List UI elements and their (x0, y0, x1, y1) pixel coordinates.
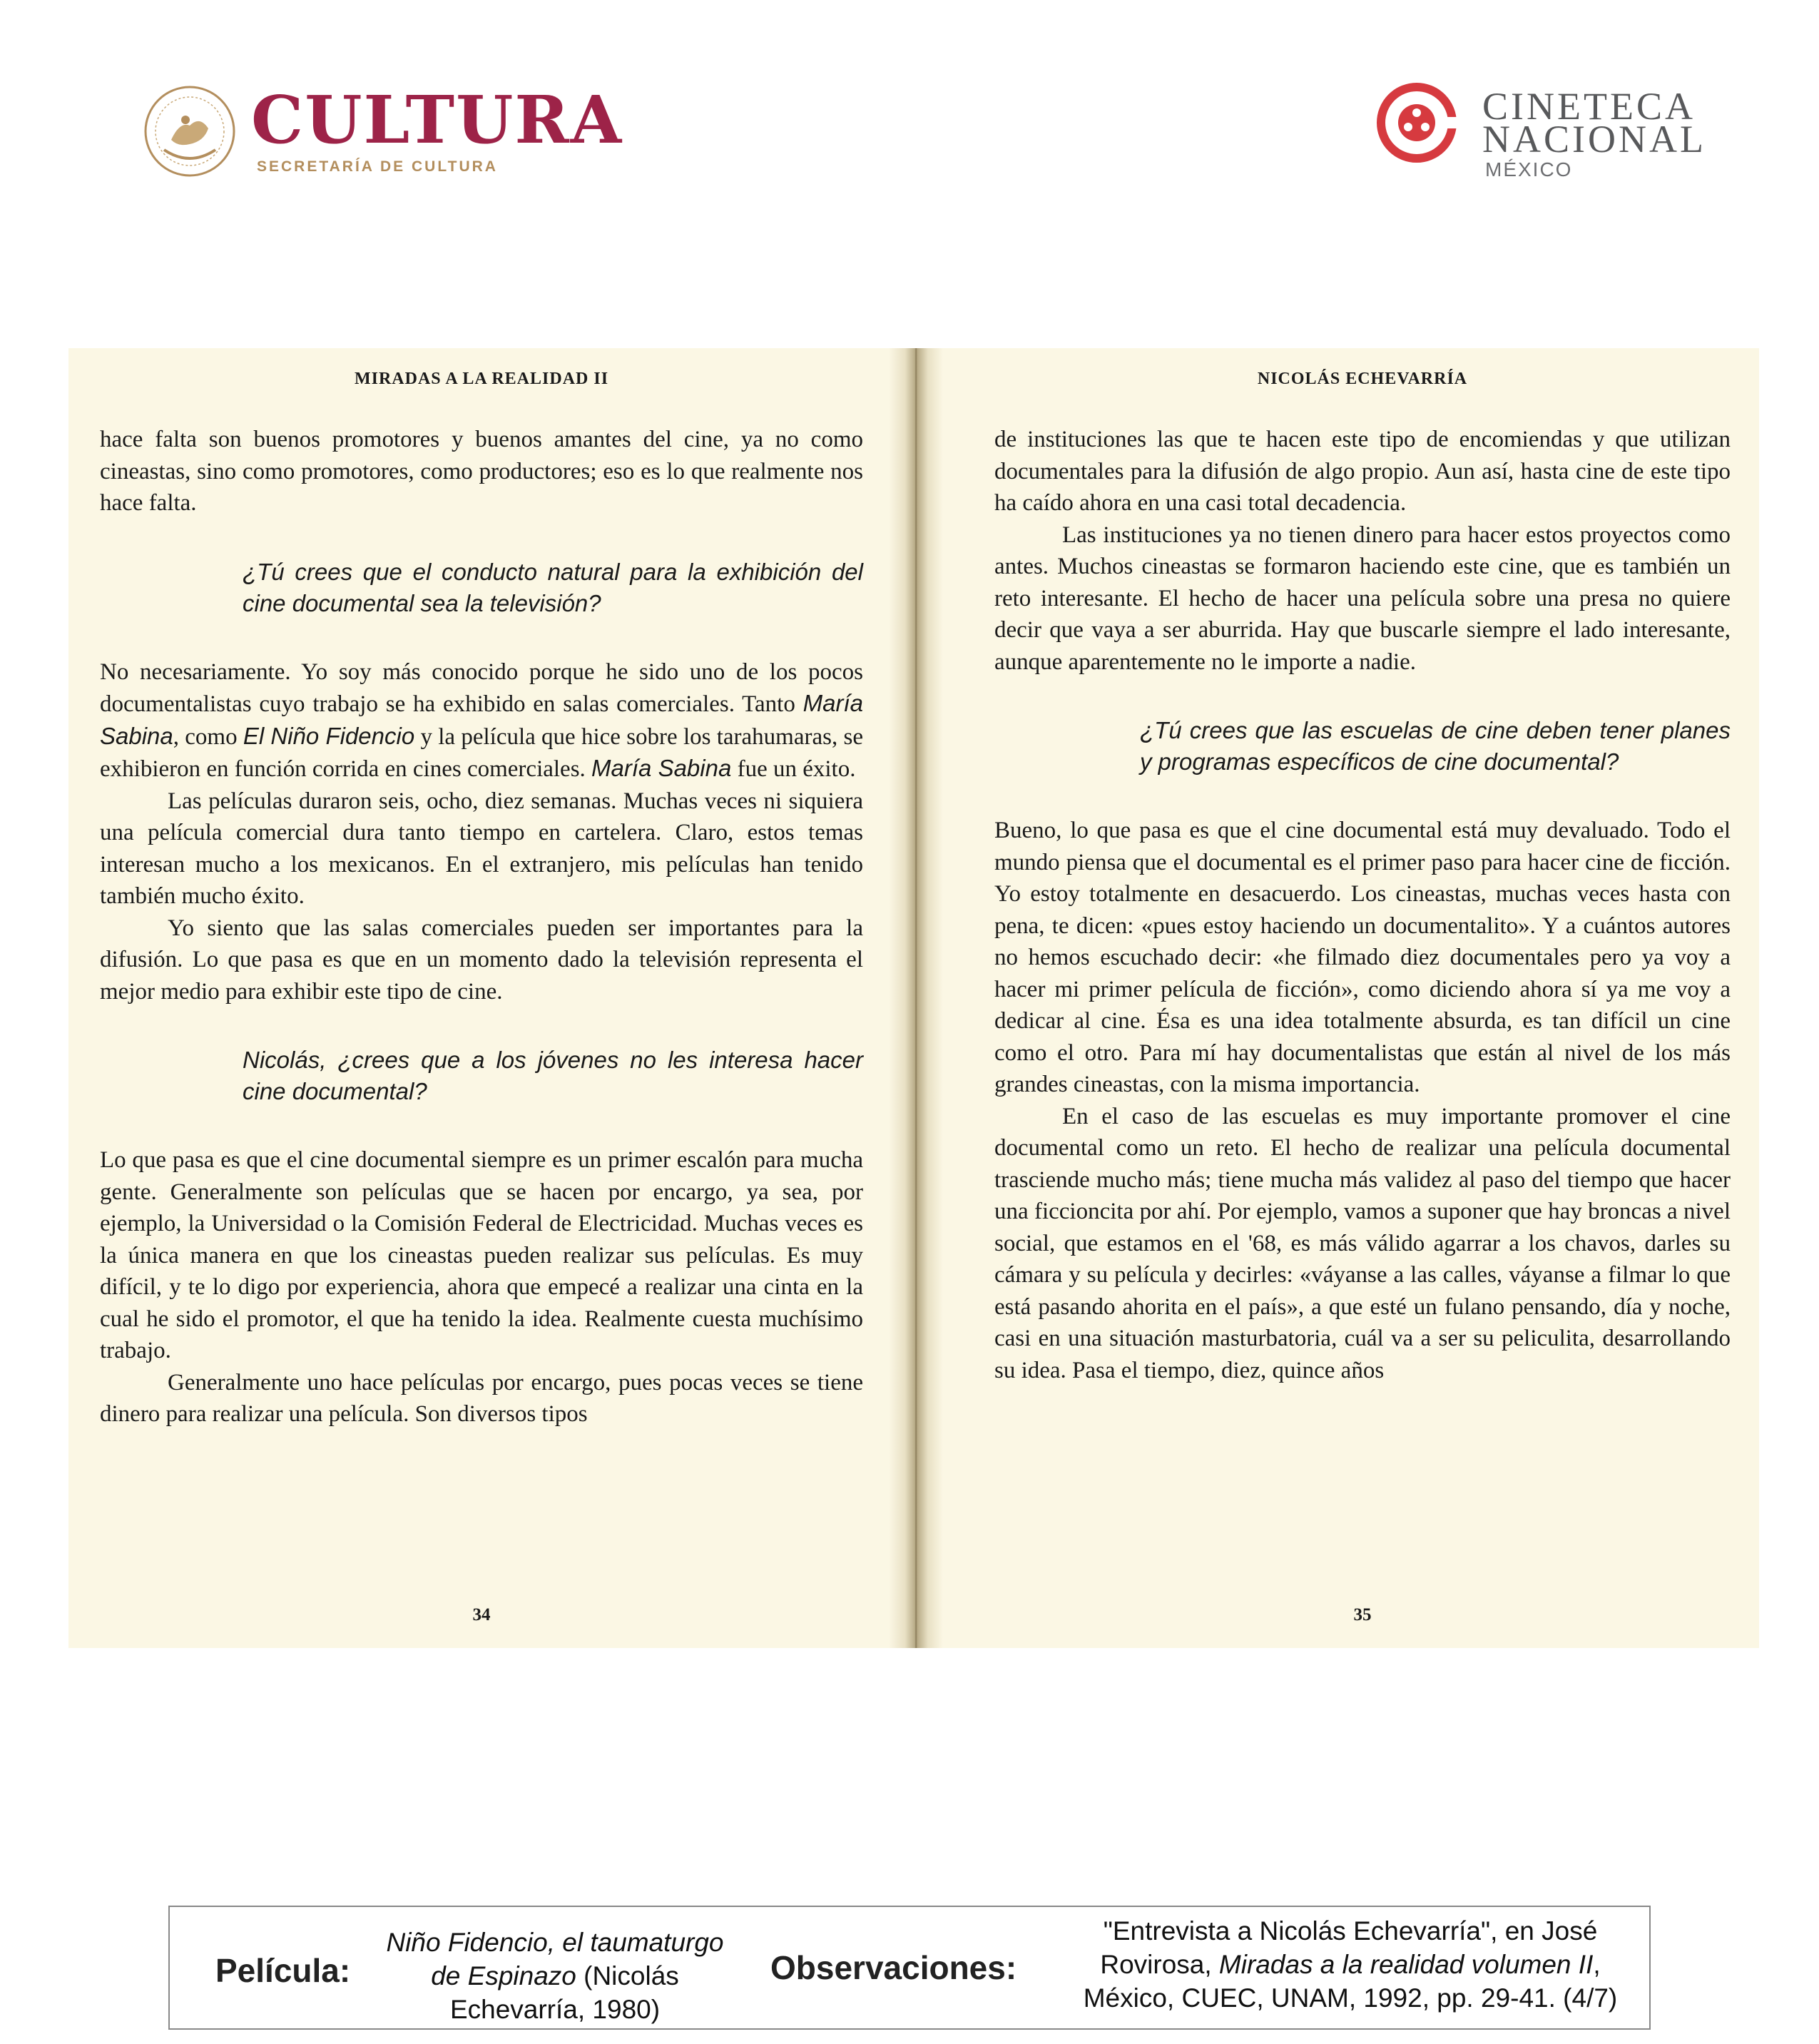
text-run: No necesariamente. Yo soy más conocido porque he sido uno de los pocos documentalistas cuyo trabajo se ha exhibido en salas comerciales. Tanto (100, 659, 863, 717)
paragraph: Las instituciones ya no tienen dinero para hacer estos proyectos como antes. Muchos cineastas se formaron haciendo este cine, que es también un reto interesante. El hecho de hacer una película sobre una presa no quiere decir que vaya a ser aburrida. Hay que buscarle siempre el lado interesante, aunque aparentemente no le importe a nadie. (994, 522, 1731, 675)
paragraph: Generalmente uno hace películas por encargo, pues pocas veces se tiene dinero para realizar una película. Son diversos tipos (100, 1369, 863, 1427)
film-credit: (Nicolás Echevarría, 1980) (449, 1961, 679, 2024)
cultura-subtitle: SECRETARÍA DE CULTURA (257, 158, 498, 175)
paragraph (100, 656, 863, 785)
page-left (100, 348, 863, 1648)
page-left-body (100, 424, 863, 1430)
cineteca-logo (1377, 83, 1706, 183)
page-right-body (994, 424, 1731, 1386)
text-run: y la película que hice sobre los tarahumaras, se exhibieron en función corrida en cines comerciales. (100, 723, 863, 782)
film-reel-icon (1377, 83, 1457, 163)
cineteca-line3: MÉXICO (1485, 158, 1573, 180)
paragraph: hace falta son buenos promotores y buenos amantes del cine, ya no como cineastas, sino como promotores, como productores; eso es lo que realmente nos hace falta. (100, 427, 863, 516)
interview-question: ¿Tú crees que las escuelas de cine deben tener planes y programas específicos de cine documental? (1140, 717, 1731, 775)
cineteca-line1: CINETECA (1482, 85, 1696, 128)
observaciones-value (1054, 1914, 1646, 2015)
film-title: Niño Fidencio, el taumaturgo de Espinazo (386, 1928, 724, 1990)
text-run: , México, CUEC, UNAM, 1992, pp. 29-41. (4/7) (1083, 1950, 1618, 2013)
film-title: María Sabina (100, 690, 863, 749)
cultura-wordmark: CULTURA (251, 81, 623, 158)
running-head-left: MIRADAS A LA REALIDAD II (354, 370, 609, 388)
running-head-right: NICOLÁS ECHEVARRÍA (1257, 370, 1468, 388)
paragraph: Bueno, lo que pasa es que el cine documental está muy devaluado. Todo el mundo piensa que el documental es el primer paso para hacer cine de ficción. Yo estoy totalmente en desacuerdo. Los cineastas, muchas veces hasta con pena, te dicen: «pues estoy haciendo un documentalito». Y a cuántos autores no hemos escuchado decir: «he filmado diez documentales pero ya voy a hacer mi primer película de ficción», como diciendo ahora sí ya me voy a dedicar al cine. Ésa es una idea totalmente absurda, es tan difícil un cine como el otro. Para mí hay documentalistas que están al nivel de los más grandes cineastas, con la misma importancia. (994, 818, 1731, 1097)
pelicula-label: Película: (215, 1952, 351, 1989)
text-run: fue un éxito. (731, 756, 856, 782)
interview-question: Nicolás, ¿crees que a los jóvenes no les interesa hacer cine documental? (243, 1047, 863, 1104)
paragraph: Las películas duraron seis, ocho, diez semanas. Muchas veces ni siquiera una película comercial dura tanto tiempo en cartelera. Claro, estos temas interesan mucho a los mexicanos. En el extranjero, mis películas han tenido también mucho éxito. (100, 788, 863, 909)
film-title: El Niño Fidencio (243, 722, 415, 749)
book-spread (68, 348, 1759, 1648)
paragraph: de instituciones las que te hacen este tipo de encomiendas y que utilizan documentales para la difusión de algo propio. Aun así, hasta cine de este tipo ha caído ahora en una casi total decadencia. (994, 427, 1731, 516)
pelicula-value (377, 1926, 733, 2026)
page-number-right: 35 (1353, 1605, 1372, 1624)
mexican-coat-of-arms-seal-icon (143, 84, 237, 178)
book-title: Miradas a la realidad volumen II (1218, 1950, 1594, 1979)
cineteca-line2: NACIONAL (1482, 118, 1706, 161)
observaciones-label: Observaciones: (770, 1949, 1017, 1986)
book-gutter (889, 348, 943, 1648)
film-title: María Sabina (591, 755, 732, 781)
text-run: "Entrevista a Nicolás Echevarría", en José Rovirosa, (1100, 1916, 1598, 1979)
page-number-left: 34 (472, 1605, 491, 1624)
paragraph: En el caso de las escuelas es muy importante promover el cine documental como un reto. El hecho de realizar una película documental trasciende mucho más; tiene mucha más validez al paso del tiempo que hacer una ficcioncita por ahí. Por ejemplo, vamos a suponer que hay broncas a nivel social, que estamos en el '68, es más válido agarrar a los chavos, darles su cámara y su película y decirles: «váyanse a las calles, váyanse a filmar lo que está pasando ahorita en el país», a que esté un fulano pensando, día y noche, casi en una situación masturbatoria, cuál va a ser su peliculita, desarrollando su idea. Pasa el tiempo, diez, quince años (994, 1103, 1731, 1383)
page-right (994, 348, 1731, 1648)
paragraph: Lo que pasa es que el cine documental siempre es un primer escalón para mucha gente. Generalmente son películas que se hacen por encargo, ya sea, por ejemplo, la Universidad o la Comisión Federal de Electricidad. Muchas veces es la única manera en que los cineastas pueden realizar sus películas. Es muy difícil, y te lo digo por experiencia, ahora que empecé a realizar una cinta en la cual he sido el promotor, el que ha tenido la idea. Realmente cuesta muchísimo trabajo. (100, 1147, 863, 1363)
text-run: , como (173, 723, 243, 750)
paragraph: Yo siento que las salas comerciales pueden ser importantes para la difusión. Lo que pasa es que en un momento dado la televisión representa el mejor medio para exhibir este tipo de cine. (100, 915, 863, 1005)
film-info-box (168, 1906, 1651, 2030)
cultura-logo (143, 81, 623, 184)
interview-question: ¿Tú crees que el conducto natural para la exhibición del cine documental sea la televisión? (243, 558, 863, 616)
